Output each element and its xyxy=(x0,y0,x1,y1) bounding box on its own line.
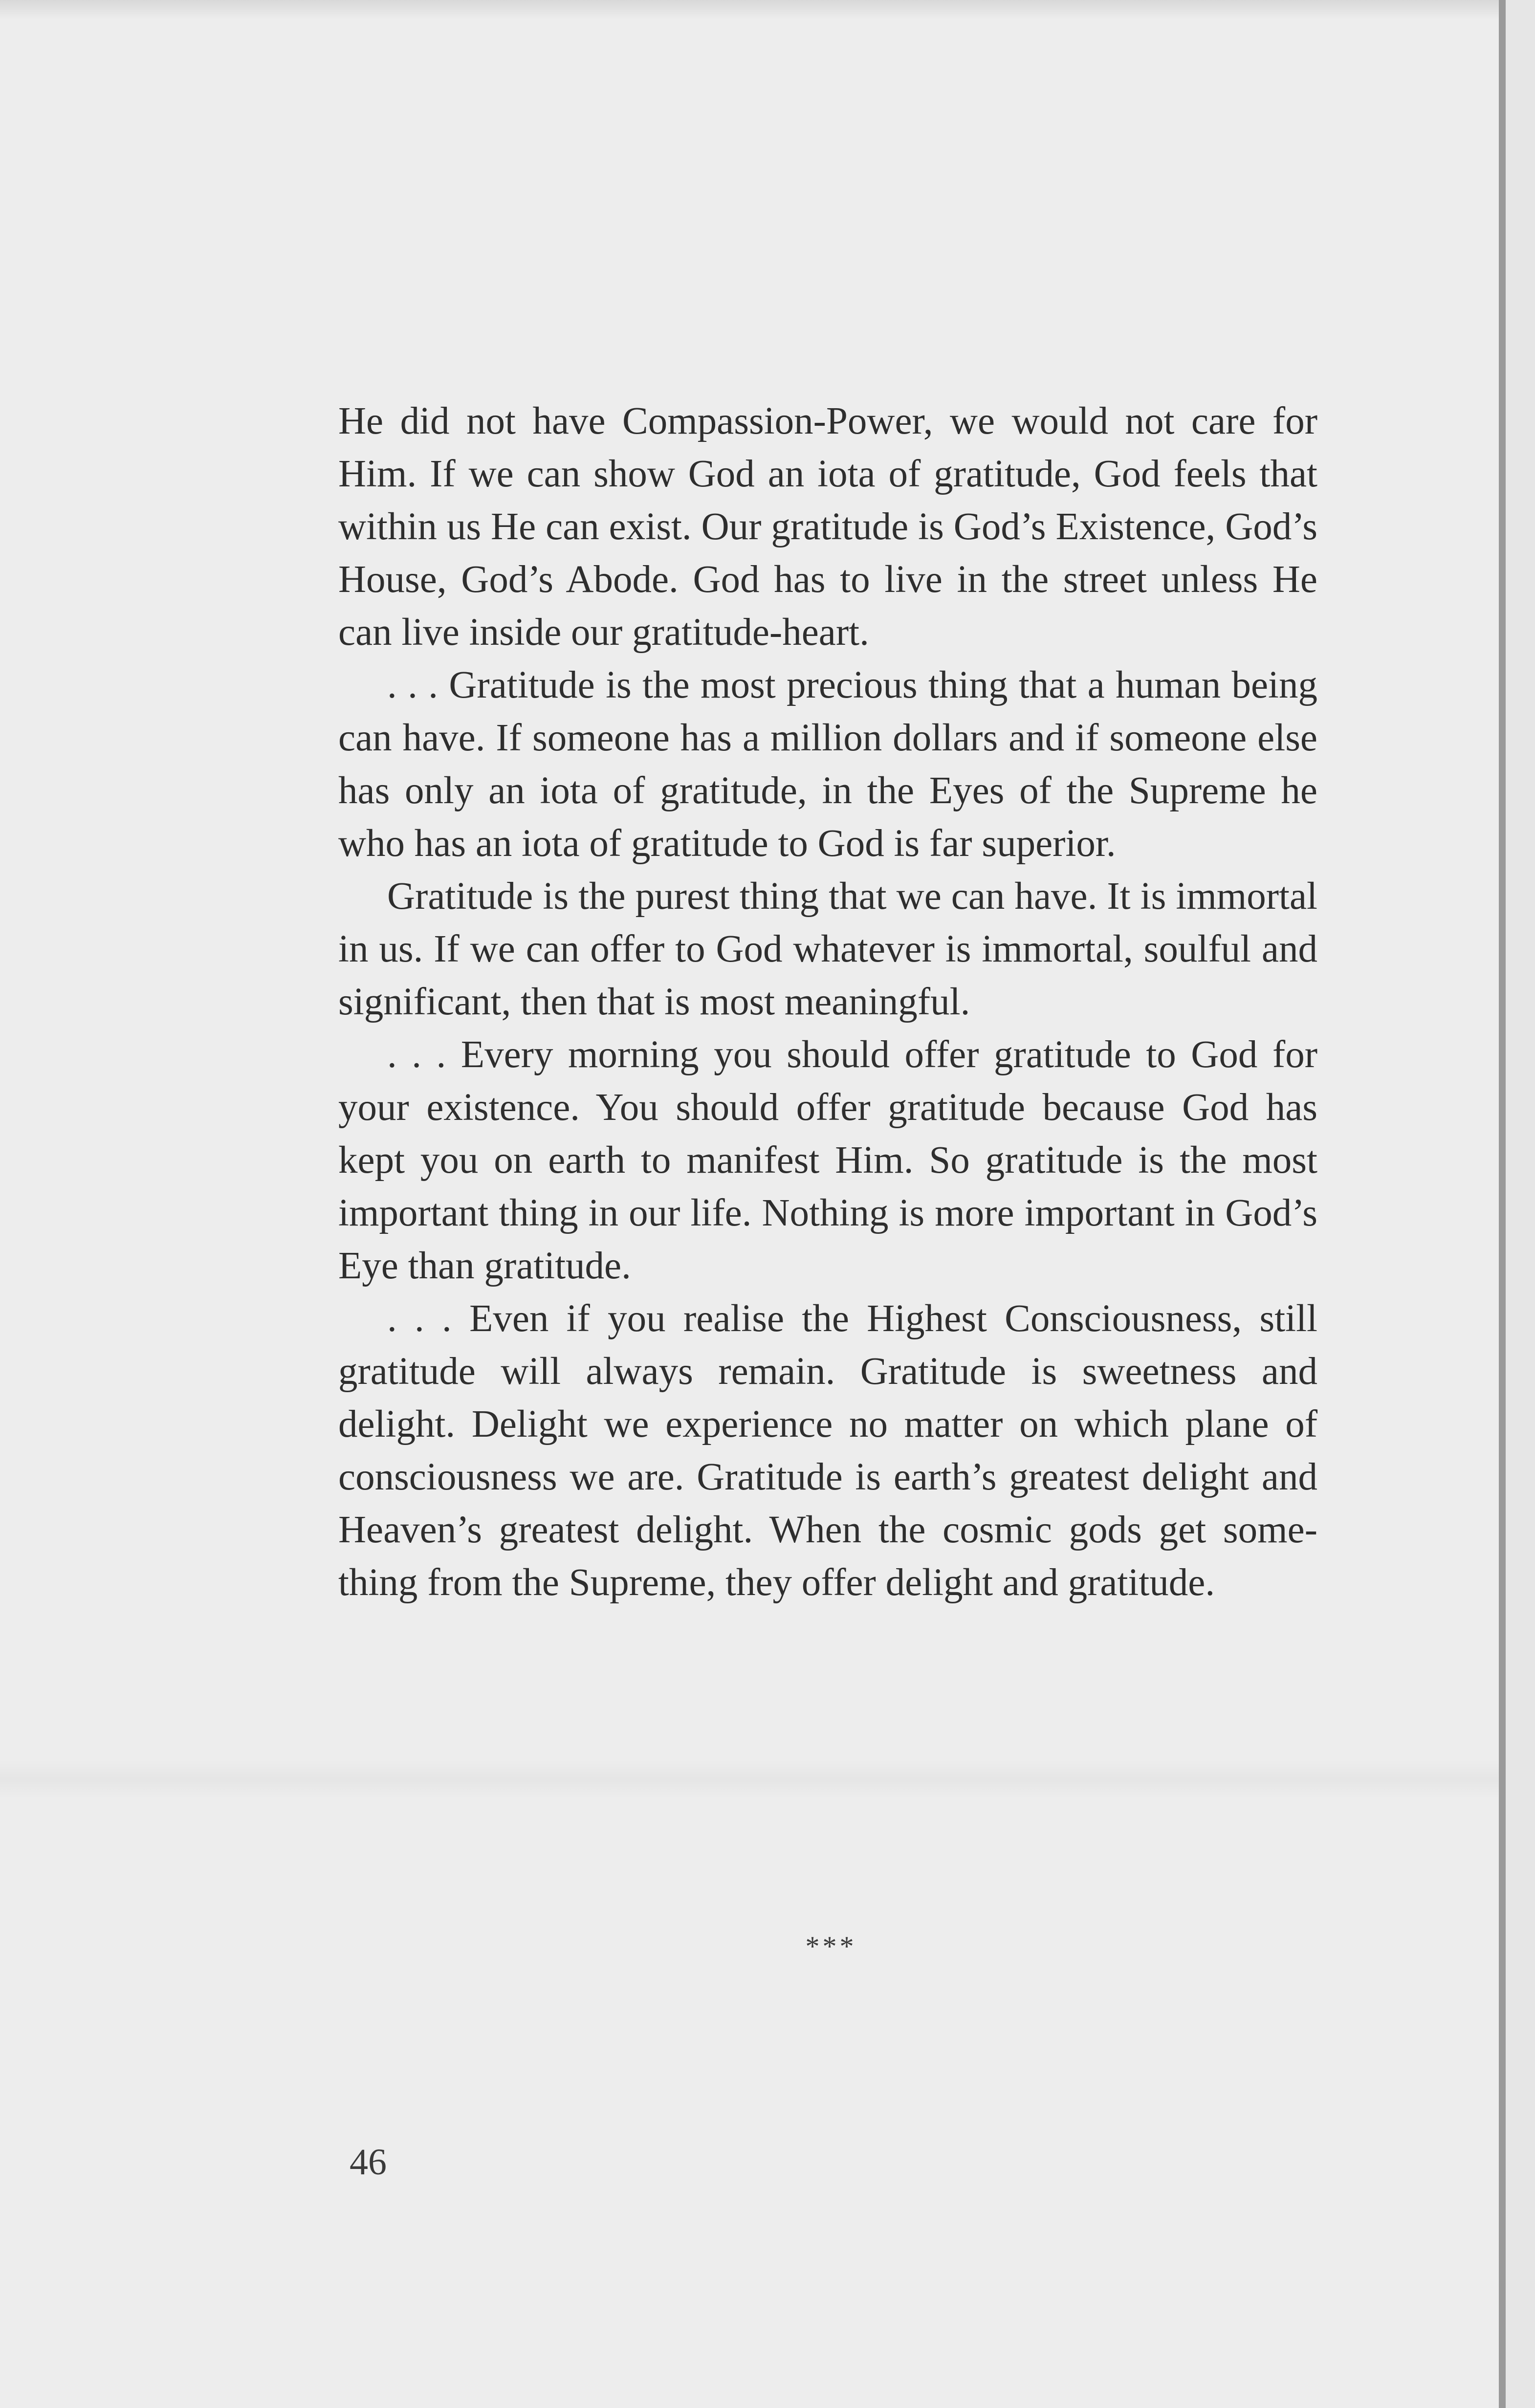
paragraph-2: . . . Gratitude is the most precious thing that a human being can have. If someone has a million dollars and if someone else has only an iota of gratitude, in the Eyes of the Supreme he who has an iota of gratitude to God is far superior. xyxy=(338,664,1317,865)
paragraph-4: . . . Every morning you should offer gratitude to God for your existence. You should offer gratitude because God has kept you on earth to manifest Him. So gratitude is the most important thing in our life. Nothing is more important in God’s Eye than gratitude. xyxy=(338,1033,1317,1287)
paragraph-1: He did not have Compassion-Power, we would not care for Him. If we can show God an iota of gratitude, God feels that within us He can exist. Our gratitude is God’s Existence, God’s House, God’s Abode. God has to live in the street unless He can live inside our gratitude-heart. xyxy=(338,400,1317,654)
body-text xyxy=(338,395,1317,1609)
section-separator: *** xyxy=(805,1930,857,1962)
page-number: 46 xyxy=(350,2142,387,2183)
paragraph-3: Gratitude is the purest thing that we can have. It is immortal in us. If we can offer to God whatever is immortal, soulful and significant, then that is most meaningful. xyxy=(338,875,1317,1023)
paragraph-5: . . . Even if you realise the Highest Consciousness, still gratitude will always remain. Gratitude is sweetness and delight. Delight we experience no matter on which plane of consciousness we are. Gratitude is earth’s greatest delight and Heaven’s greatest delight. When the cosmic gods get something from the Supreme, they offer delight and gratitude. xyxy=(338,1297,1317,1604)
